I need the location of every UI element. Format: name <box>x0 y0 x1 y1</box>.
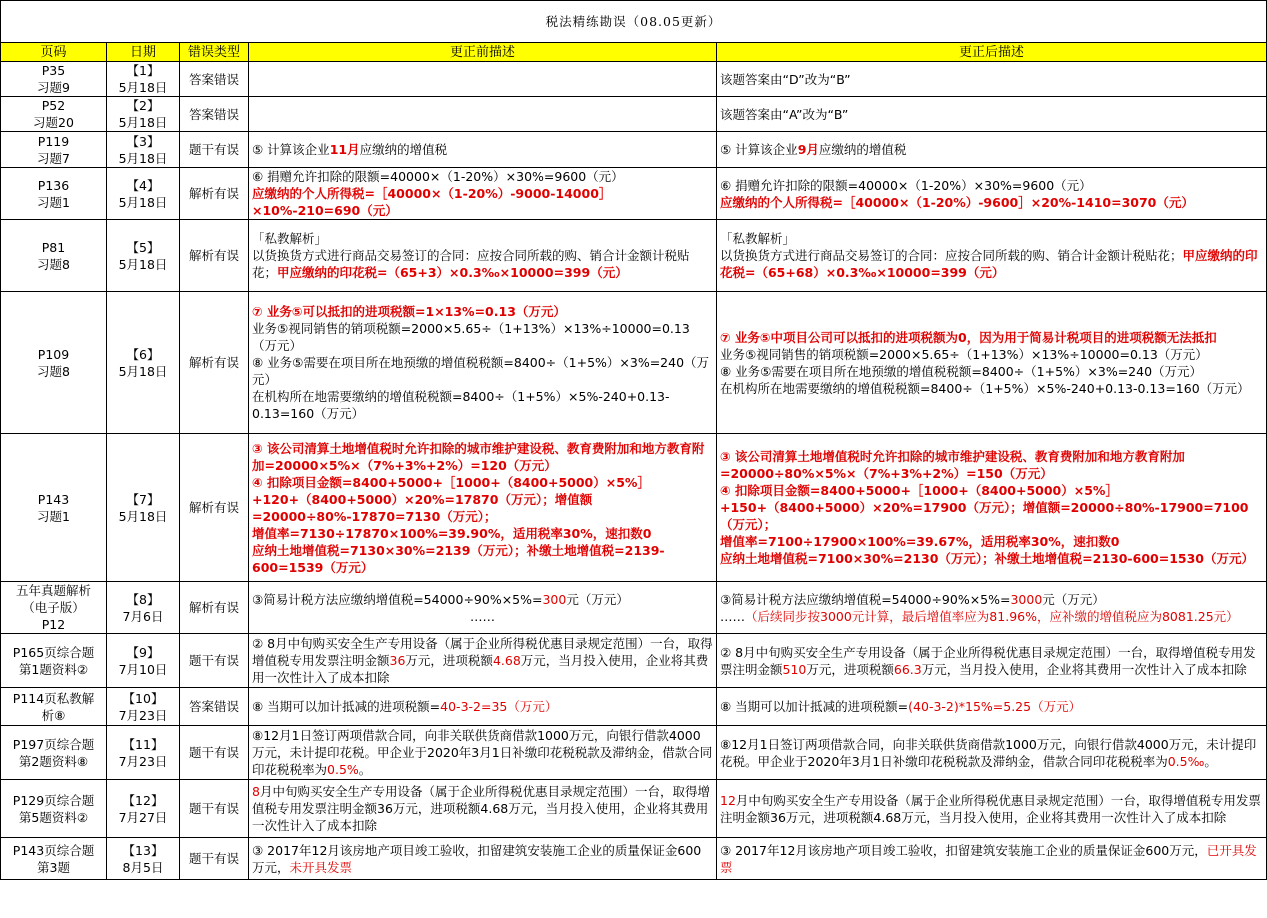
desc-text: 应缴纳的增值税 <box>359 142 448 157</box>
desc-line <box>720 106 1263 123</box>
desc-line <box>252 591 713 608</box>
highlight-text: 36 <box>389 653 406 668</box>
desc-text: ② 8月中旬购买安全生产专用设备（属于企业所得税优惠目录规定范围）一台，取得增值税专用发票注明金额 <box>252 636 713 668</box>
date-cell <box>107 220 180 292</box>
highlight-text: 甲应缴纳的印花税=（65+68）×0.3‰×10000=399（元） <box>720 248 1258 280</box>
page-cell <box>1 62 107 97</box>
after-desc-cell <box>717 168 1267 220</box>
desc-line <box>252 141 713 158</box>
desc-line <box>252 247 713 281</box>
page-cell <box>1 726 107 780</box>
highlight-text: …… <box>470 608 495 624</box>
highlight-text: 66.3 <box>893 661 922 677</box>
highlight-text: 40-3-2=35（万元） <box>440 699 558 714</box>
date-line: 7月10日 <box>118 661 168 677</box>
header-page: 页码 <box>1 43 107 62</box>
highlight-text: 4.68 <box>492 653 521 668</box>
date-line: 7月23日 <box>118 753 168 769</box>
highlight-text: 9月 <box>797 142 819 157</box>
desc-text: 元（万元） <box>1042 591 1105 607</box>
date-line: 【13】 <box>122 842 164 858</box>
before-desc-cell <box>249 97 717 132</box>
date-line: 【7】 <box>126 491 160 507</box>
highlight-text: ③ 该公司清算土地增值税时允许扣除的城市维护建设税、教育费附加和地方教育附加=20000×5%×（7%+3%+2%）=120（万元） <box>252 440 705 473</box>
date-line: 【9】 <box>126 644 160 660</box>
desc-line <box>252 440 713 474</box>
date-line: 5月18日 <box>118 508 168 524</box>
date-cell <box>107 582 180 634</box>
desc-text: 「私教解析」 <box>252 231 328 246</box>
page-ref: P136 <box>37 177 70 193</box>
desc-text: ③ 2017年12月该房地产项目竣工验收，扣留建筑安装施工企业的质量保证金600万元， <box>252 842 702 875</box>
table-row <box>1 434 1267 582</box>
before-desc-cell <box>249 434 717 582</box>
desc-line <box>720 842 1263 876</box>
date-line: 7月6日 <box>122 608 164 624</box>
highlight-text: 增值率=7100÷17900×100%=39.67%，适用税率30%，速扣数0 <box>720 534 1120 549</box>
desc-text: ⑥ 捐赠允许扣除的限额=40000×（1-20%）×30%=9600（元） <box>720 177 1092 193</box>
desc-text: …… <box>720 608 745 624</box>
desc-line <box>720 448 1263 482</box>
date-line: 【6】 <box>126 346 160 362</box>
after-desc-cell <box>717 688 1267 726</box>
date-line: 5月18日 <box>118 150 168 166</box>
after-desc-cell <box>717 726 1267 780</box>
page-ref: 第5题资料② <box>18 809 89 825</box>
error-type-cell: 答案错误 <box>180 62 249 97</box>
desc-line <box>252 727 713 778</box>
date-line: 【12】 <box>122 792 164 808</box>
highlight-text: ③ 该公司清算土地增值税时允许扣除的城市维护建设税、教育费附加和地方教育附加=20000÷80%×5%×（7%+3%+2%）=150（万元） <box>720 449 1185 481</box>
desc-line <box>720 550 1263 567</box>
desc-line <box>720 230 1263 247</box>
desc-text: 在机构所在地需要缴纳的增值税税额=8400÷（1+5%）×5%-240+0.13-0.13=160（万元） <box>252 389 670 421</box>
error-type-cell: 答案错误 <box>180 97 249 132</box>
desc-text: 。 <box>358 762 372 777</box>
table-row <box>1 634 1267 688</box>
desc-text: ⑧12月1日签订两项借款合同，向非关联供货商借款1000万元，向银行借款4000万元，未计提印花税。甲企业于2020年3月1日补缴印花税税款及滞纳金，借款合同印花税税率为 <box>720 736 1257 769</box>
desc-line <box>720 141 1263 158</box>
page-cell <box>1 780 107 838</box>
desc-line <box>720 533 1263 550</box>
page-cell <box>1 434 107 582</box>
table-row <box>1 688 1267 726</box>
date-line: 【5】 <box>126 239 160 255</box>
table-row <box>1 132 1267 168</box>
page-ref: 析⑧ <box>41 707 66 723</box>
desc-line <box>252 354 713 388</box>
desc-line <box>720 736 1263 770</box>
error-type-cell: 题干有误 <box>180 634 249 688</box>
desc-text: ⑤ 计算该企业 <box>252 142 330 157</box>
error-type-cell: 答案错误 <box>180 688 249 726</box>
highlight-text: 510 <box>782 661 807 677</box>
page-ref: P143页综合题 <box>12 842 95 858</box>
desc-line <box>252 185 713 219</box>
table-row <box>1 62 1267 97</box>
highlight-text: (40-3-2)*15%=5.25（万元） <box>908 699 1082 714</box>
desc-line <box>720 482 1263 533</box>
page-ref: P109 <box>37 346 70 362</box>
date-cell <box>107 780 180 838</box>
after-desc-cell <box>717 434 1267 582</box>
desc-line <box>252 168 713 185</box>
page-ref: P81 <box>41 239 66 255</box>
after-desc-cell <box>717 838 1267 880</box>
page-ref: 习题20 <box>33 115 74 130</box>
date-line: 【11】 <box>122 736 164 752</box>
desc-text: 应缴纳的增值税 <box>818 142 907 157</box>
desc-line <box>720 71 1263 88</box>
desc-text: ③ 2017年12月该房地产项目竣工验收，扣留建筑安装施工企业的质量保证金600万元， <box>720 842 1207 858</box>
error-type-cell: 解析有误 <box>180 168 249 220</box>
header-after: 更正后描述 <box>717 43 1267 62</box>
highlight-text: 应缴纳的个人所得税=［40000×（1-20%）-9600］×20%-1410=3070（元） <box>720 194 1194 210</box>
page-ref: 第2题资料⑧ <box>18 753 89 769</box>
page-ref: 习题8 <box>37 256 70 272</box>
after-desc-cell <box>717 62 1267 97</box>
error-type-cell: 解析有误 <box>180 292 249 434</box>
date-line: 7月23日 <box>118 707 168 723</box>
date-line: 【4】 <box>126 177 160 193</box>
date-line: 【8】 <box>126 591 160 607</box>
date-line: 【1】 <box>126 63 160 78</box>
desc-text: 月中旬购买安全生产专用设备（属于企业所得税优惠目录规定范围）一台，取得增值税专用发票注明金额36万元，进项税额4.68万元，当月投入使用，企业将其费用一次性计入了成本扣除 <box>252 784 710 833</box>
error-type-cell: 题干有误 <box>180 132 249 168</box>
error-type-cell: 题干有误 <box>180 780 249 838</box>
page-ref: P52 <box>41 98 66 113</box>
date-cell <box>107 434 180 582</box>
table-row <box>1 220 1267 292</box>
desc-line <box>720 329 1263 346</box>
highlight-text: 应缴纳的个人所得税=［40000×（1-20%）-9000-14000］×10%-210=690（元） <box>252 186 612 218</box>
before-desc-cell <box>249 132 717 168</box>
desc-line <box>252 388 713 422</box>
page-ref: P129页综合题 <box>12 792 95 808</box>
desc-text: ⑧12月1日签订两项借款合同，向非关联供货商借款1000万元，向银行借款4000万元，未计提印花税。甲企业于2020年3月1日补缴印花税税款及滞纳金，借款合同印花税税率为 <box>252 728 713 777</box>
date-line: 【10】 <box>122 690 164 706</box>
date-cell <box>107 292 180 434</box>
before-desc-cell <box>249 292 717 434</box>
date-line: 5月18日 <box>118 363 168 379</box>
highlight-text: 增值率=7130÷17870×100%=39.90%，适用税率30%，速扣数0 <box>252 525 652 541</box>
highlight-text: 未开具发票 <box>289 859 353 875</box>
desc-line <box>720 247 1263 281</box>
desc-text: 在机构所在地需要缴纳的增值税税额=8400÷（1+5%）×5%-240+0.13-0.13=160（万元） <box>720 380 1250 396</box>
date-line: 5月18日 <box>118 115 168 130</box>
date-cell <box>107 838 180 880</box>
highlight-text: 应纳土地增值税=7130×30%=2139（万元）；补缴土地增值税=2139-600=1539（万元） <box>252 542 665 575</box>
page-ref: P12 <box>41 617 66 632</box>
highlight-text: （后续同步按3000元计算，最后增值率应为81.96%，应补缴的增值税应为8081.25元） <box>745 608 1239 624</box>
page-ref: P165页综合题 <box>12 644 95 660</box>
highlight-text: 3000 <box>1010 591 1043 607</box>
desc-text: 「私教解析」 <box>720 231 796 246</box>
page-cell <box>1 168 107 220</box>
page-ref: P143 <box>37 491 70 507</box>
desc-text: 万元，当月投入使用，企业将其费用一次性计入了成本扣除 <box>921 661 1247 677</box>
header-before: 更正前描述 <box>249 43 717 62</box>
table-row <box>1 726 1267 780</box>
date-cell <box>107 132 180 168</box>
highlight-text: 已开具发票 <box>720 842 1257 875</box>
before-desc-cell <box>249 168 717 220</box>
desc-line <box>720 698 1263 715</box>
desc-text: 以货换货方式进行商品交易签订的合同：应按合同所载的购、销合计金额计税贴花； <box>720 248 1183 263</box>
date-cell <box>107 168 180 220</box>
header-row <box>1 43 1267 62</box>
header-date: 日期 <box>107 43 180 62</box>
desc-line <box>720 177 1263 194</box>
page-ref: 习题1 <box>37 194 70 210</box>
highlight-text: 11月 <box>329 142 360 157</box>
page-ref: P119 <box>37 133 70 149</box>
page-ref: 习题8 <box>37 363 70 379</box>
highlight-text: ⑦ 业务⑤中项目公司可以抵扣的进项税额为0，因为用于简易计税项目的进项税额无法抵扣 <box>720 329 1217 345</box>
desc-text: ⑧ 当期可以加计抵减的进项税额= <box>720 699 909 714</box>
error-type-cell: 解析有误 <box>180 582 249 634</box>
desc-line <box>252 698 713 715</box>
desc-text: 元（万元） <box>566 591 629 607</box>
page-cell <box>1 582 107 634</box>
before-desc-cell <box>249 582 717 634</box>
after-desc-cell <box>717 582 1267 634</box>
desc-line <box>720 644 1263 678</box>
date-cell <box>107 634 180 688</box>
error-type-cell: 解析有误 <box>180 434 249 582</box>
highlight-text: 0.5% <box>327 762 359 777</box>
date-cell <box>107 97 180 132</box>
page-ref: 五年真题解析 <box>15 583 91 598</box>
highlight-text: 300 <box>542 591 567 607</box>
date-line: 5月18日 <box>118 194 168 210</box>
page-cell <box>1 97 107 132</box>
page-ref: 习题7 <box>37 150 70 166</box>
page-cell <box>1 838 107 880</box>
before-desc-cell <box>249 838 717 880</box>
desc-text: ⑧ 当期可以加计抵减的进项税额= <box>252 699 441 714</box>
table-row <box>1 582 1267 634</box>
desc-line <box>720 591 1263 608</box>
desc-text: 万元，进项税额 <box>806 661 894 677</box>
desc-text: 该题答案由“A”改为“B” <box>720 106 849 122</box>
table-row <box>1 292 1267 434</box>
after-desc-cell <box>717 132 1267 168</box>
page-ref: P35 <box>41 63 66 78</box>
before-desc-cell <box>249 780 717 838</box>
page-cell <box>1 634 107 688</box>
table-row <box>1 97 1267 132</box>
date-line: 【2】 <box>126 98 160 113</box>
error-type-cell: 解析有误 <box>180 220 249 292</box>
desc-line <box>720 608 1263 625</box>
highlight-text: 甲应缴纳的印花税=（65+3）×0.3‰×10000=399（元） <box>277 265 628 280</box>
before-desc-cell <box>249 688 717 726</box>
table-row <box>1 838 1267 880</box>
desc-line <box>252 474 713 525</box>
desc-text: 月中旬购买安全生产专用设备（属于企业所得税优惠目录规定范围）一台，取得增值税专用发票注明金额36万元，进项税额4.68万元，当月投入使用，企业将其费用一次性计入了成本扣除 <box>720 792 1261 825</box>
desc-line <box>720 380 1263 397</box>
desc-text: 万元，当月投入使用，企业将其费用一次性计入了成本扣除 <box>252 653 709 685</box>
page-ref: （电子版） <box>22 600 85 615</box>
desc-text: 业务⑤视同销售的销项税额=2000×5.65÷（1+13%）×13%÷10000=0.13（万元） <box>720 346 1208 362</box>
desc-line <box>252 542 713 576</box>
desc-line <box>720 194 1263 211</box>
highlight-text: 应纳土地增值税=7100×30%=2130（万元）；补缴土地增值税=2130-600=1530（万元） <box>720 551 1254 566</box>
page-cell <box>1 292 107 434</box>
page-ref: 习题9 <box>37 80 70 95</box>
table-body <box>1 62 1267 880</box>
after-desc-cell <box>717 292 1267 434</box>
desc-line <box>252 230 713 247</box>
desc-line <box>720 792 1263 826</box>
desc-line <box>252 525 713 542</box>
desc-text: 。 <box>1204 753 1217 769</box>
after-desc-cell <box>717 780 1267 838</box>
before-desc-cell <box>249 634 717 688</box>
date-line: 5月18日 <box>118 80 168 95</box>
before-desc-cell <box>249 220 717 292</box>
page-cell <box>1 220 107 292</box>
desc-text: 业务⑤视同销售的销项税额=2000×5.65÷（1+13%）×13%÷10000=0.13（万元） <box>252 321 690 353</box>
highlight-text: ④ 扣除项目金额=8400+5000+［1000+（8400+5000）×5%］+120+（8400+5000）×20%=17870（万元）；增值额=20000÷80%-17870=7130（万元）； <box>252 474 650 524</box>
page-ref: 第1题资料② <box>18 661 89 677</box>
desc-text: ③简易计税方法应缴纳增值税=54000÷90%×5%= <box>720 591 1011 607</box>
desc-line <box>252 320 713 354</box>
highlight-text: ⑦ 业务⑤可以抵扣的进项税额=1×13%=0.13（万元） <box>252 304 566 319</box>
before-desc-cell <box>249 62 717 97</box>
table-row <box>1 780 1267 838</box>
desc-line <box>252 608 713 625</box>
desc-line <box>252 783 713 834</box>
page-ref: P114页私教解 <box>12 690 95 706</box>
desc-text: 该题答案由“D”改为“B” <box>720 71 851 87</box>
error-type-cell: 题干有误 <box>180 838 249 880</box>
after-desc-cell <box>717 634 1267 688</box>
desc-text: ⑤ 计算该企业 <box>720 142 798 157</box>
page-title: 税法精练勘误（08.05更新） <box>1 1 1267 43</box>
date-cell <box>107 726 180 780</box>
desc-line <box>252 842 713 876</box>
highlight-text: 0.5‰ <box>1167 753 1205 769</box>
date-line: 8月5日 <box>122 859 164 875</box>
desc-text: ⑥ 捐赠允许扣除的限额=40000×（1-20%）×30%=9600（元） <box>252 169 624 184</box>
date-line: 7月27日 <box>118 809 168 825</box>
highlight-text: 8 <box>252 784 260 799</box>
date-cell <box>107 688 180 726</box>
highlight-text: 12 <box>720 792 736 808</box>
highlight-text: ④ 扣除项目金额=8400+5000+［1000+（8400+5000）×5%］+150+（8400+5000）×20%=17900（万元）；增值额=20000÷80%-17900=7100（万元）； <box>720 483 1249 532</box>
desc-line <box>252 635 713 686</box>
after-desc-cell <box>717 220 1267 292</box>
error-type-cell: 题干有误 <box>180 726 249 780</box>
desc-text: 以货换货方式进行商品交易签订的合同：应按合同所载的购、销合计金额计税贴花； <box>252 248 690 280</box>
date-cell <box>107 62 180 97</box>
page-ref: 习题1 <box>37 508 70 524</box>
before-desc-cell <box>249 726 717 780</box>
desc-text: ② 8月中旬购买安全生产专用设备（属于企业所得税优惠目录规定范围）一台，取得增值税专用发票注明金额 <box>720 644 1256 677</box>
after-desc-cell <box>717 97 1267 132</box>
date-line: 5月18日 <box>118 256 168 272</box>
header-error-type: 错误类型 <box>180 43 249 62</box>
date-line: 【3】 <box>126 133 160 149</box>
page-cell <box>1 132 107 168</box>
desc-line <box>720 346 1263 363</box>
desc-text: ⑧ 业务⑤需要在项目所在地预缴的增值税税额=8400÷（1+5%）×3%=240（万元） <box>720 363 1203 379</box>
desc-line <box>720 363 1263 380</box>
page-cell <box>1 688 107 726</box>
page-ref: P197页综合题 <box>12 736 95 752</box>
page-ref: 第3题 <box>37 859 70 875</box>
desc-text: 万元，进项税额 <box>405 653 493 668</box>
desc-text: ⑧ 业务⑤需要在项目所在地预缴的增值税税额=8400÷（1+5%）×3%=240（万元） <box>252 355 710 387</box>
desc-line <box>252 303 713 320</box>
table-row <box>1 168 1267 220</box>
desc-text: ③简易计税方法应缴纳增值税=54000÷90%×5%= <box>252 591 543 607</box>
